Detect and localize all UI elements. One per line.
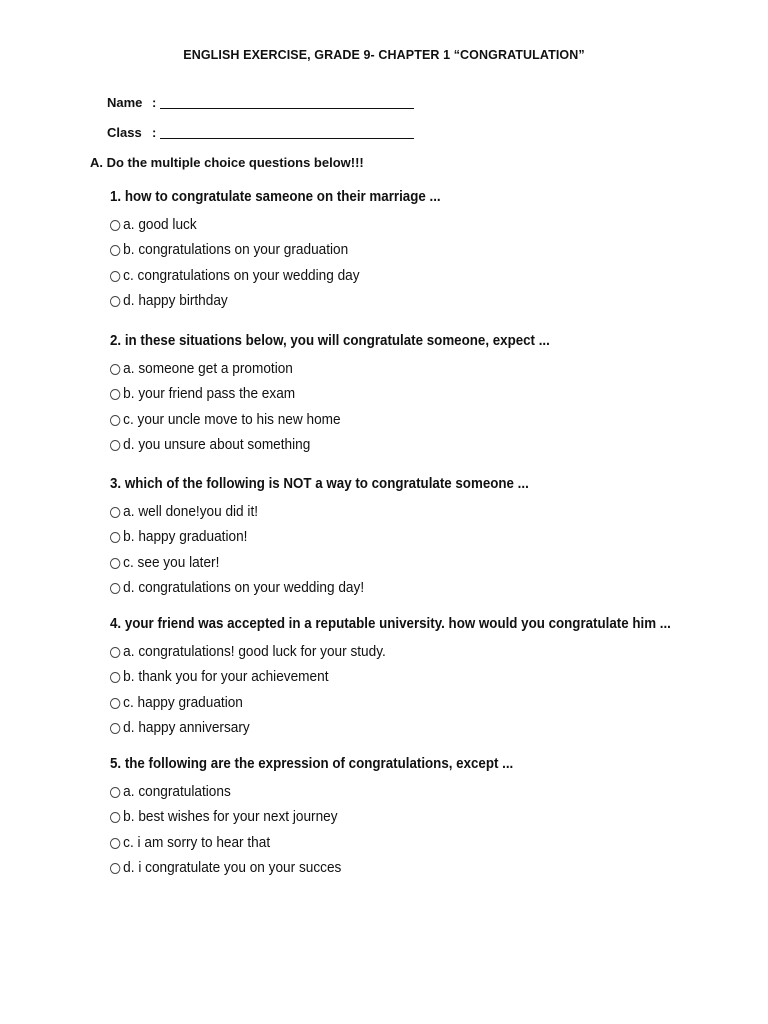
question-1-option-a[interactable] [110, 212, 712, 238]
radio-icon[interactable] [110, 672, 120, 683]
question-3-option-c[interactable] [110, 550, 712, 576]
radio-icon[interactable] [110, 389, 120, 400]
radio-icon[interactable] [110, 364, 120, 375]
radio-icon[interactable] [110, 271, 120, 282]
class-field [107, 125, 414, 140]
name-label: Name [107, 95, 143, 110]
option-label: c. happy graduation [123, 694, 243, 711]
question-3-text: 3. which of the following is NOT a way to congratulate someone ... [110, 476, 529, 492]
option-label: d. i congratulate you on your succes [123, 860, 342, 877]
question-3-option-d[interactable] [110, 576, 712, 602]
question-2-option-a[interactable] [110, 356, 712, 382]
question-3-option-a[interactable] [110, 499, 712, 525]
question-1-option-b[interactable] [110, 238, 712, 264]
question-5-option-c[interactable] [110, 830, 712, 856]
radio-icon[interactable] [110, 415, 120, 426]
question-4-option-a[interactable] [110, 639, 712, 665]
radio-icon[interactable] [110, 507, 120, 518]
option-label: a. someone get a promotion [123, 360, 293, 377]
question-1-option-c[interactable] [110, 263, 712, 289]
option-label: c. see you later! [123, 554, 220, 571]
radio-icon[interactable] [110, 220, 120, 231]
question-1 [110, 187, 750, 314]
question-4 [110, 614, 750, 741]
question-2-option-d[interactable] [110, 433, 712, 459]
question-4-option-b[interactable] [110, 665, 712, 691]
option-label: a. good luck [123, 216, 197, 233]
option-label: b. your friend pass the exam [123, 386, 296, 403]
question-5-option-b[interactable] [110, 805, 712, 831]
option-label: c. your uncle move to his new home [123, 411, 341, 428]
question-5-option-d[interactable] [110, 856, 712, 882]
question-2-option-b[interactable] [110, 382, 712, 408]
option-label: d. congratulations on your wedding day! [123, 580, 365, 597]
option-label: d. happy birthday [123, 293, 228, 310]
option-label: a. well done!you did it! [123, 503, 259, 520]
class-label: Class [107, 125, 142, 140]
option-label: d. happy anniversary [123, 720, 250, 737]
radio-icon[interactable] [110, 723, 120, 734]
radio-icon[interactable] [110, 296, 120, 307]
question-5-text: 5. the following are the expression of congratulations, except ... [110, 756, 514, 772]
question-4-text: 4. your friend was accepted in a reputable university. how would you congratulate him ... [110, 616, 671, 632]
radio-icon[interactable] [110, 812, 120, 823]
name-colon: : [152, 95, 157, 110]
section-a-heading: A. Do the multiple choice questions below!!! [90, 155, 364, 170]
radio-icon[interactable] [110, 838, 120, 849]
class-colon: : [152, 125, 157, 140]
radio-icon[interactable] [110, 245, 120, 256]
radio-icon[interactable] [110, 558, 120, 569]
radio-icon[interactable] [110, 698, 120, 709]
option-label: a. congratulations! good luck for your study. [123, 643, 386, 660]
option-label: c. congratulations on your wedding day [123, 267, 360, 284]
question-4-option-d[interactable] [110, 716, 712, 742]
option-label: d. you unsure about something [123, 437, 311, 454]
option-label: a. congratulations [123, 783, 231, 800]
question-2-text: 2. in these situations below, you will congratulate someone, expect ... [110, 333, 550, 349]
option-label: c. i am sorry to hear that [123, 834, 271, 851]
radio-icon[interactable] [110, 863, 120, 874]
question-5-option-a[interactable] [110, 779, 712, 805]
radio-icon[interactable] [110, 532, 120, 543]
radio-icon[interactable] [110, 787, 120, 798]
option-label: b. happy graduation! [123, 529, 248, 546]
option-label: b. thank you for your achievement [123, 669, 329, 686]
option-label: b. congratulations on your graduation [123, 242, 349, 259]
radio-icon[interactable] [110, 647, 120, 658]
option-label: b. best wishes for your next journey [123, 809, 338, 826]
question-4-option-c[interactable] [110, 690, 712, 716]
question-3 [110, 474, 750, 601]
question-2 [110, 331, 750, 458]
question-2-option-c[interactable] [110, 407, 712, 433]
name-field [107, 95, 414, 110]
class-blank-line[interactable] [160, 126, 414, 139]
name-blank-line[interactable] [160, 96, 414, 109]
question-1-text: 1. how to congratulate sameone on their marriage ... [110, 189, 441, 205]
document-title: ENGLISH EXERCISE, GRADE 9- CHAPTER 1 “CONGRATULATION” [183, 48, 585, 62]
question-3-option-b[interactable] [110, 525, 712, 551]
radio-icon[interactable] [110, 440, 120, 451]
radio-icon[interactable] [110, 583, 120, 594]
question-1-option-d[interactable] [110, 289, 712, 315]
question-5 [110, 754, 750, 881]
